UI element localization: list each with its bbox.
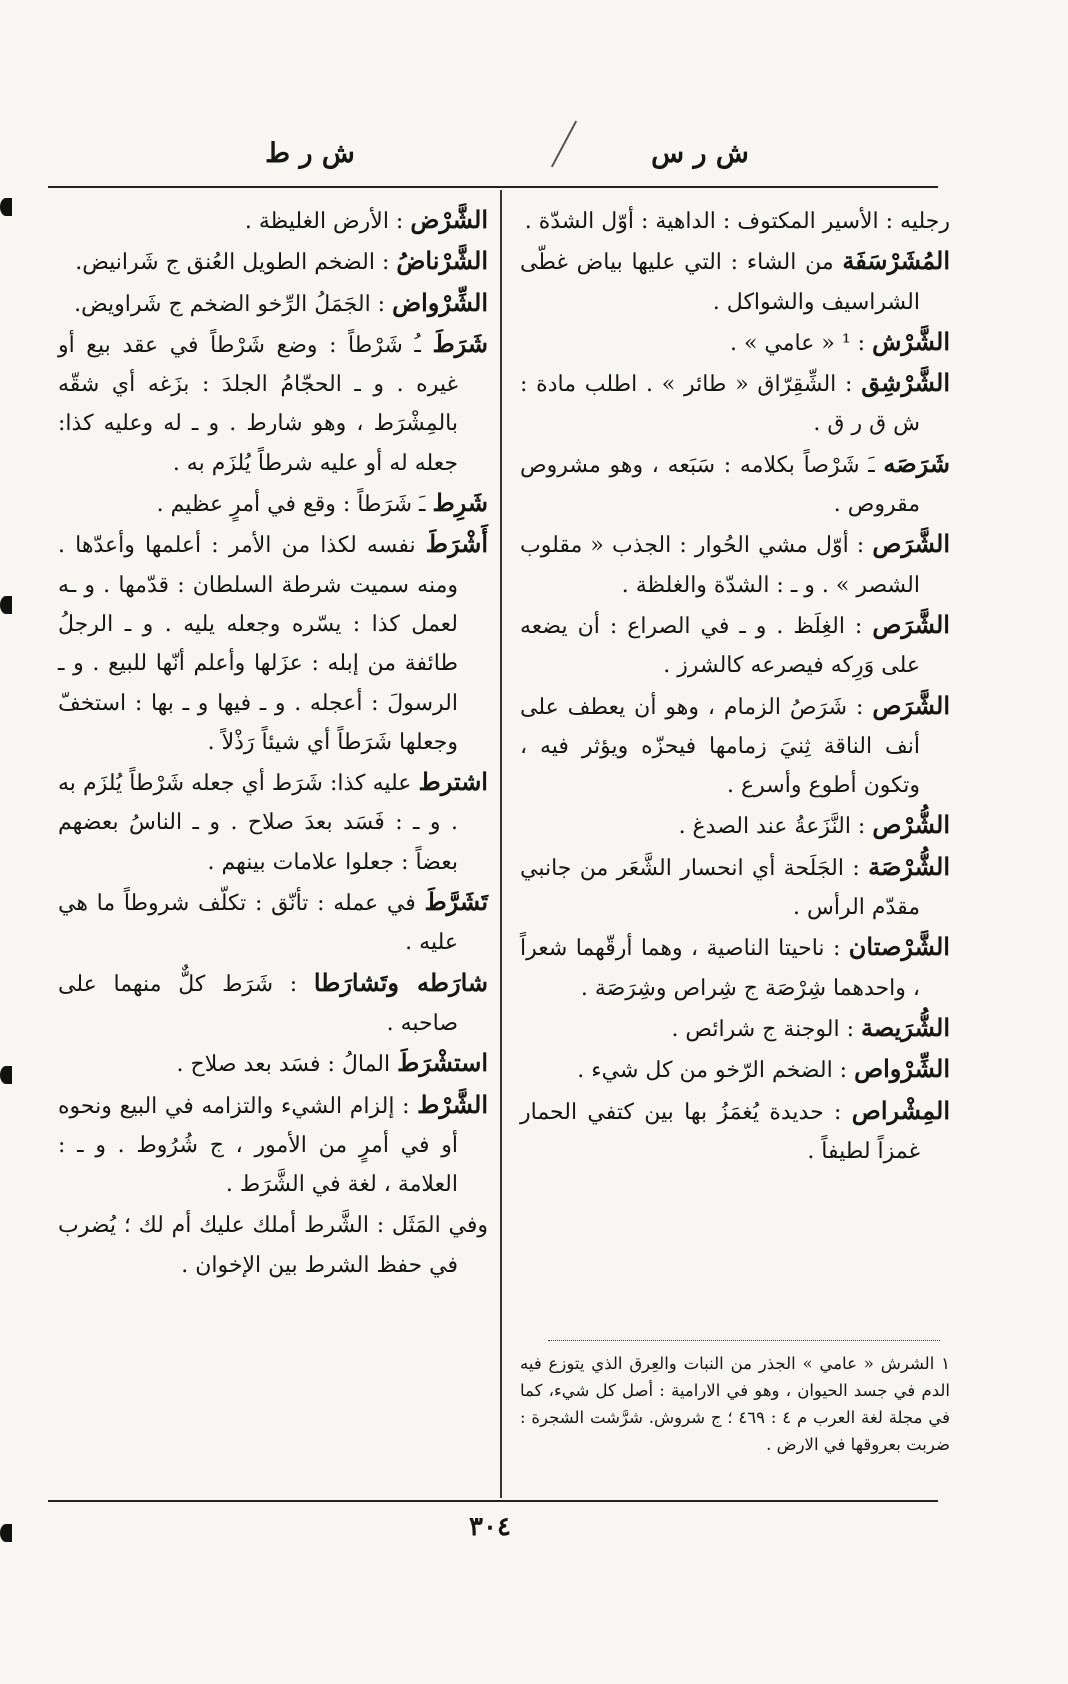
entry: المُشَرْسَفَة من الشاء : التي عليها بياض غطّى الشراسيف والشواكل . bbox=[520, 246, 950, 315]
left-column bbox=[58, 200, 488, 1285]
entry: الشِّرْواض : الجَمَلُ الرِّخو الضخم ج شَراويض. bbox=[74, 287, 488, 317]
entry: شَرِط ـَ شَرَطاً : وقع في أمرٍ عظيم . bbox=[156, 488, 488, 518]
right-column bbox=[520, 200, 950, 1171]
entry: شَرَصَه ـَ شَرْصاً بكلامه : سَبَعه ، وهو مشروص مقروص . bbox=[520, 448, 951, 518]
binding-mark bbox=[0, 1524, 12, 1542]
entry: شَرَطَ ـُ شَرْطاً : وضع شَرْطاً في عقد بيع أو غيره . و ـ الحجّامُ الجلدَ : بزَغه أي شقّه بالمِشْرَط ، وهو شارط . و ـ له وعليه كذا: جعله له أو عليه شرطاً يُلزَم به . bbox=[58, 328, 488, 476]
header-right-root: ش ر س bbox=[651, 138, 749, 169]
entry: الشَّرْناضُ : الضخم الطويل العُنق ج شَرانيض. bbox=[75, 246, 488, 276]
entry: الشَّرْش : ¹ « عامي » . bbox=[729, 326, 950, 356]
entry: المِشْراص : حديدة يُغمَزُ بها بين كتفي الحمار غمزاً لطيفاً . bbox=[520, 1095, 950, 1164]
entry: الشِّرْواص : الضخم الرّخو من كل شيء . bbox=[577, 1054, 950, 1084]
entry: شارَطه وتَشارَطا : شَرَط كلٌّ منهما على صاحبه . bbox=[58, 967, 489, 1036]
page-number: ٣٠٤ bbox=[469, 1512, 511, 1542]
bottom-rule bbox=[48, 1500, 938, 1502]
entry: استشْرَطَ المالُ : فسَد بعد صلاح . bbox=[176, 1048, 488, 1078]
binding-mark bbox=[0, 1066, 12, 1084]
binding-mark bbox=[0, 596, 12, 614]
entry: رجليه : الأسير المكتوف : الداهية : أوّل الشدّة . bbox=[524, 209, 950, 234]
entry: اشترط عليه كذا: شَرَط أي جعله شَرْطاً يُلزَم به . و ـ : فَسَد بعدَ صلاح . و ـ الناسُ بعضهم بعضاً : جعلوا علامات بينهم . bbox=[58, 767, 488, 875]
entry: الشَّرَص : شَرَصُ الزمام ، وهو أن يعطف على أنف الناقة ثِنيَ زمامها فيحزّه ويؤثر فيه ، وتكون أطوع وأسرع . bbox=[520, 690, 950, 799]
entry: الشَّرْشِق : الشِّقِرّاق « طائر » . اطلب مادة : ش ق ر ق . bbox=[520, 368, 950, 437]
entry: الشَّرَص : أوّل مشي الحُوار : الجذب « مقلوب الشصر » . و ـ : الشدّة والغلظة . bbox=[520, 529, 950, 598]
entry: الشَّرْط : إلزام الشيء والتزامه في البيع ونحوه أو في أمرٍ من الأمور ، ج شُرُوط . و ـ : العلامة ، لغة في الشَّرَط . bbox=[58, 1089, 488, 1198]
entry: الشَّرَص : الغِلَظ . و ـ في الصراع : أن يضعه على وَرِكه فيصرعه كالشرز . bbox=[520, 609, 950, 679]
binding-mark bbox=[0, 198, 12, 216]
column-divider bbox=[500, 190, 502, 1498]
pen-stroke-mark bbox=[551, 121, 577, 168]
entry: تَشَرَّطَ في عمله : تأنّق : تكلّف شروطاً ما هي عليه . bbox=[58, 887, 488, 956]
entry: أَشْرَطَ نفسه لكذا من الأمر : أعلمها وأعدّها . ومنه سميت شرطة السلطان : قدّمها . و ـه لعمل كذا : يسّره وجعله يليه . و ـ الرجلُ طائفة من إبله : عزَلها وأعلم أنّها للبيع . و ـ الرسولَ : أعجله . و ـ فيها و ـ بها : استخفّ وجعلها شَرَطاً أي شيئاً رَذْلاً . bbox=[58, 529, 488, 755]
footnote-separator bbox=[548, 1340, 940, 1341]
entry: الشُّرَيصة : الوجنة ج شرائص . bbox=[671, 1012, 950, 1042]
entry: الشَّرْصتان : ناحيتا الناصية ، وهما أرقّهما شعراً ، واحدهما شِرْصَة ج شِراص وشِرَصَة . bbox=[520, 932, 950, 1001]
entry: الشُّرْص : النَّزَعةُ عند الصدغ . bbox=[678, 810, 950, 840]
entry: الشُّرْصَة : الجَلَحة أي انحسار الشَّعَر من جانبي مقدّم الرأس . bbox=[520, 851, 951, 921]
footnote: ١ الشرش « عامي » الجذر من النبات والعِرق الذي يتوزع فيه الدم في جسد الحيوان ، وهو في الارامية : أصل كل شيء، كما في مجلة لغة العرب م ٤ : ٤٦٩ ؛ ج شروش. شرَّشت الشجرة : ضربت بعروقها في الارض . bbox=[520, 1354, 950, 1454]
top-rule bbox=[48, 186, 938, 188]
header-left-root: ش ر ط bbox=[265, 138, 355, 169]
entry: الشَّرْض : الأرض الغليظة . bbox=[244, 205, 488, 234]
entry: وفي المَثَل : الشَّرط أملك عليك أم لك ؛ يُضرب في حفظ الشرط بين الإخوان . bbox=[58, 1213, 488, 1278]
